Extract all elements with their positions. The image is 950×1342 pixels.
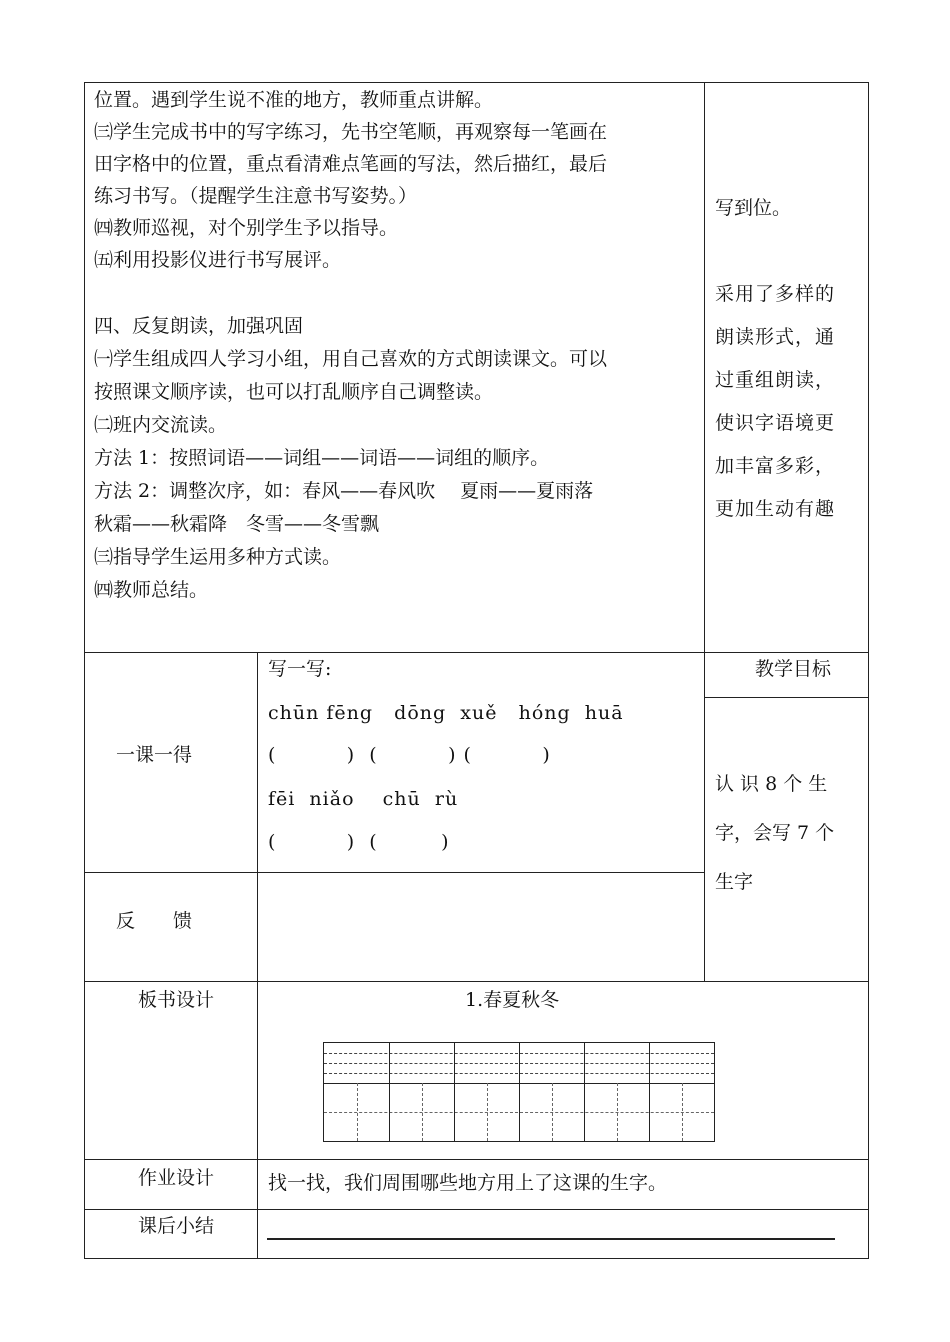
grid-center-vline — [487, 1083, 488, 1141]
col-divider-left — [257, 652, 258, 1259]
grid-column-line — [584, 1043, 585, 1141]
grid-center-vline — [422, 1083, 423, 1141]
grid-center-vline — [682, 1083, 683, 1141]
answer-blanks-row-1: ( ) ( ) ( ) — [268, 744, 551, 766]
yike-label: 一课一得 — [116, 744, 193, 766]
process-line: 田字格中的位置，重点看清难点笔画的写法，然后描红，最后 — [94, 153, 608, 175]
grid-column-line — [389, 1043, 390, 1141]
process-line: ㈢学生完成书中的写字练习，先书空笔顺，再观察每一笔画在 — [94, 121, 608, 143]
grid-column-line — [649, 1043, 650, 1141]
homework-label: 作业设计 — [138, 1167, 215, 1189]
lesson-plan-table — [84, 82, 869, 1259]
process-line: ㈣教师巡视，对个别学生予以指导。 — [94, 217, 399, 239]
board-label: 板书设计 — [138, 989, 215, 1011]
goal-line: 生字 — [715, 871, 754, 893]
process-line: 四、反复朗读，加强巩固 — [94, 315, 304, 337]
pinyin-row-2: fēi niǎo chū rù — [268, 788, 459, 810]
grid-column-line — [519, 1043, 520, 1141]
process-line: ㈠学生组成四人学习小组，用自己喜欢的方式朗读课文。可以 — [94, 348, 608, 370]
summary-underline — [267, 1238, 835, 1240]
row-divider-3 — [84, 981, 869, 982]
process-line: 按照课文顺序读，也可以打乱顺序自己调整读。 — [94, 381, 494, 403]
intent-line: 写到位。 — [715, 197, 792, 219]
row-divider-goal — [704, 697, 869, 698]
grid-column-line — [454, 1043, 455, 1141]
intent-line: 更加生动有趣 — [715, 498, 836, 520]
process-line: ㈣教师总结。 — [94, 579, 209, 601]
intent-line: 过重组朗读， — [715, 369, 836, 391]
summary-label: 课后小结 — [138, 1215, 215, 1237]
process-line: ㈡班内交流读。 — [94, 414, 228, 436]
write-title: 写一写: — [268, 658, 332, 680]
intent-line: 朗读形式，通 — [715, 326, 836, 348]
col-divider-right-upper — [704, 82, 705, 981]
process-line: 方法 2：调整次序，如：春风——春风吹 夏雨——夏雨落 — [94, 480, 594, 502]
goal-line: 字，会写 7 个 — [715, 822, 835, 844]
row-divider-1 — [84, 652, 869, 653]
intent-line: 加丰富多彩， — [715, 455, 836, 477]
intent-line: 使识字语境更 — [715, 412, 836, 434]
feedback-label: 反 馈 — [116, 910, 193, 932]
grid-center-vline — [357, 1083, 358, 1141]
row-divider-2 — [84, 872, 704, 873]
process-line: ㈢指导学生运用多种方式读。 — [94, 546, 342, 568]
intent-line: 采用了多样的 — [715, 283, 836, 305]
process-line: 练习书写。（提醒学生注意书写姿势。） — [94, 185, 418, 207]
board-title: 1.春夏秋冬 — [465, 989, 560, 1011]
homework-text: 找一找，我们周围哪些地方用上了这课的生字。 — [268, 1172, 668, 1194]
row-divider-4 — [84, 1159, 869, 1160]
process-line: 秋霜——秋霜降 冬雪——冬雪飘 — [94, 513, 380, 535]
answer-blanks-row-2: ( ) ( ) — [268, 831, 450, 853]
goal-line: 认 识 8 个 生 — [715, 773, 828, 795]
pinyin-row-1: chūn fēng dōng xuě hóng huā — [268, 702, 624, 724]
process-line: ㈤利用投影仪进行书写展评。 — [94, 249, 342, 271]
grid-center-vline — [617, 1083, 618, 1141]
process-line: 方法 1：按照词语——词组——词语——词组的顺序。 — [94, 447, 550, 469]
goal-header: 教学目标 — [755, 658, 832, 680]
process-line: 位置。遇到学生说不准的地方，教师重点讲解。 — [94, 89, 494, 111]
grid-center-vline — [552, 1083, 553, 1141]
writing-grid — [323, 1042, 715, 1142]
